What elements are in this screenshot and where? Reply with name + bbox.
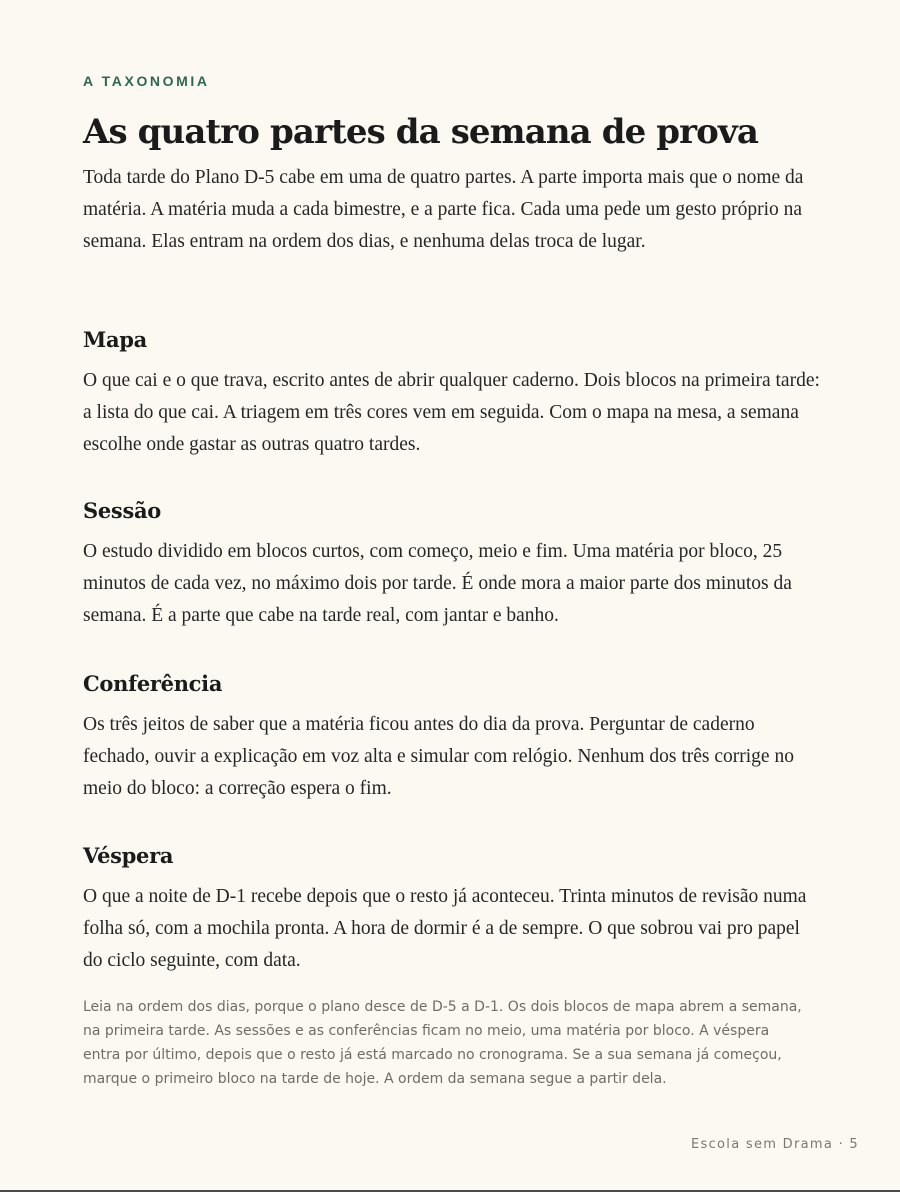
section-paragraph: O que a noite de D-1 recebe depois que o resto já aconteceu. Trinta minutos de revisão numa folha só, com a mochila pronta. A hora de dormir é a de sempre. O que sobrou vai pro papel do ciclo seguinte, com data. [83,886,807,971]
section-kicker: A TAXONOMIA [83,73,210,89]
section-paragraph: O estudo dividido em blocos curtos, com começo, meio e fim. Uma matéria por bloco, 25 minutos de cada vez, no máximo dois por tarde. É onde mora a maior parte dos minutos da semana. É a parte que cabe na tarde real, com jantar e banho. [83,541,792,626]
page-title: As quatro partes da semana de prova [83,112,758,152]
reading-note: Leia na ordem dos dias, porque o plano desce de D-5 a D-1. Os dois blocos de mapa abrem a semana, na primeira tarde. As sessões e as conferências ficam no meio, uma matéria por bloco. A véspera entra por último, depois que o resto já está marcado no cronograma. Se a sua semana já começou, marque o primeiro bloco na tarde de hoje. A ordem da semana segue a partir dela. [83,999,802,1087]
section-sessao [83,496,828,632]
section-vespera [83,841,828,977]
section-paragraph: Os três jeitos de saber que a matéria ficou antes do dia da prova. Perguntar de caderno fechado, ouvir a explicação em voz alta e simular com relógio. Nenhum dos três corrige no meio do bloco: a correção espera o fim. [83,714,794,799]
page-footer: Escola sem Drama · 5 [691,1137,859,1152]
section-mapa [83,325,828,461]
section-heading: Conferência [83,671,223,696]
intro-paragraph: Toda tarde do Plano D-5 cabe em uma de quatro partes. A parte importa mais que o nome da matéria. A matéria muda a cada bimestre, e a parte fica. Cada uma pede um gesto próprio na semana. Elas entram na ordem dos dias, e nenhuma delas troca de lugar. [83,167,804,252]
section-conferencia [83,669,828,805]
section-paragraph: O que cai e o que trava, escrito antes de abrir qualquer caderno. Dois blocos na primeira tarde: a lista do que cai. A triagem em três cores vem em seguida. Com o mapa na mesa, a semana escolhe onde gastar as outras quatro tardes. [83,370,820,455]
section-heading: Mapa [83,327,147,352]
section-heading: Sessão [83,498,161,523]
section-heading: Véspera [83,843,174,868]
